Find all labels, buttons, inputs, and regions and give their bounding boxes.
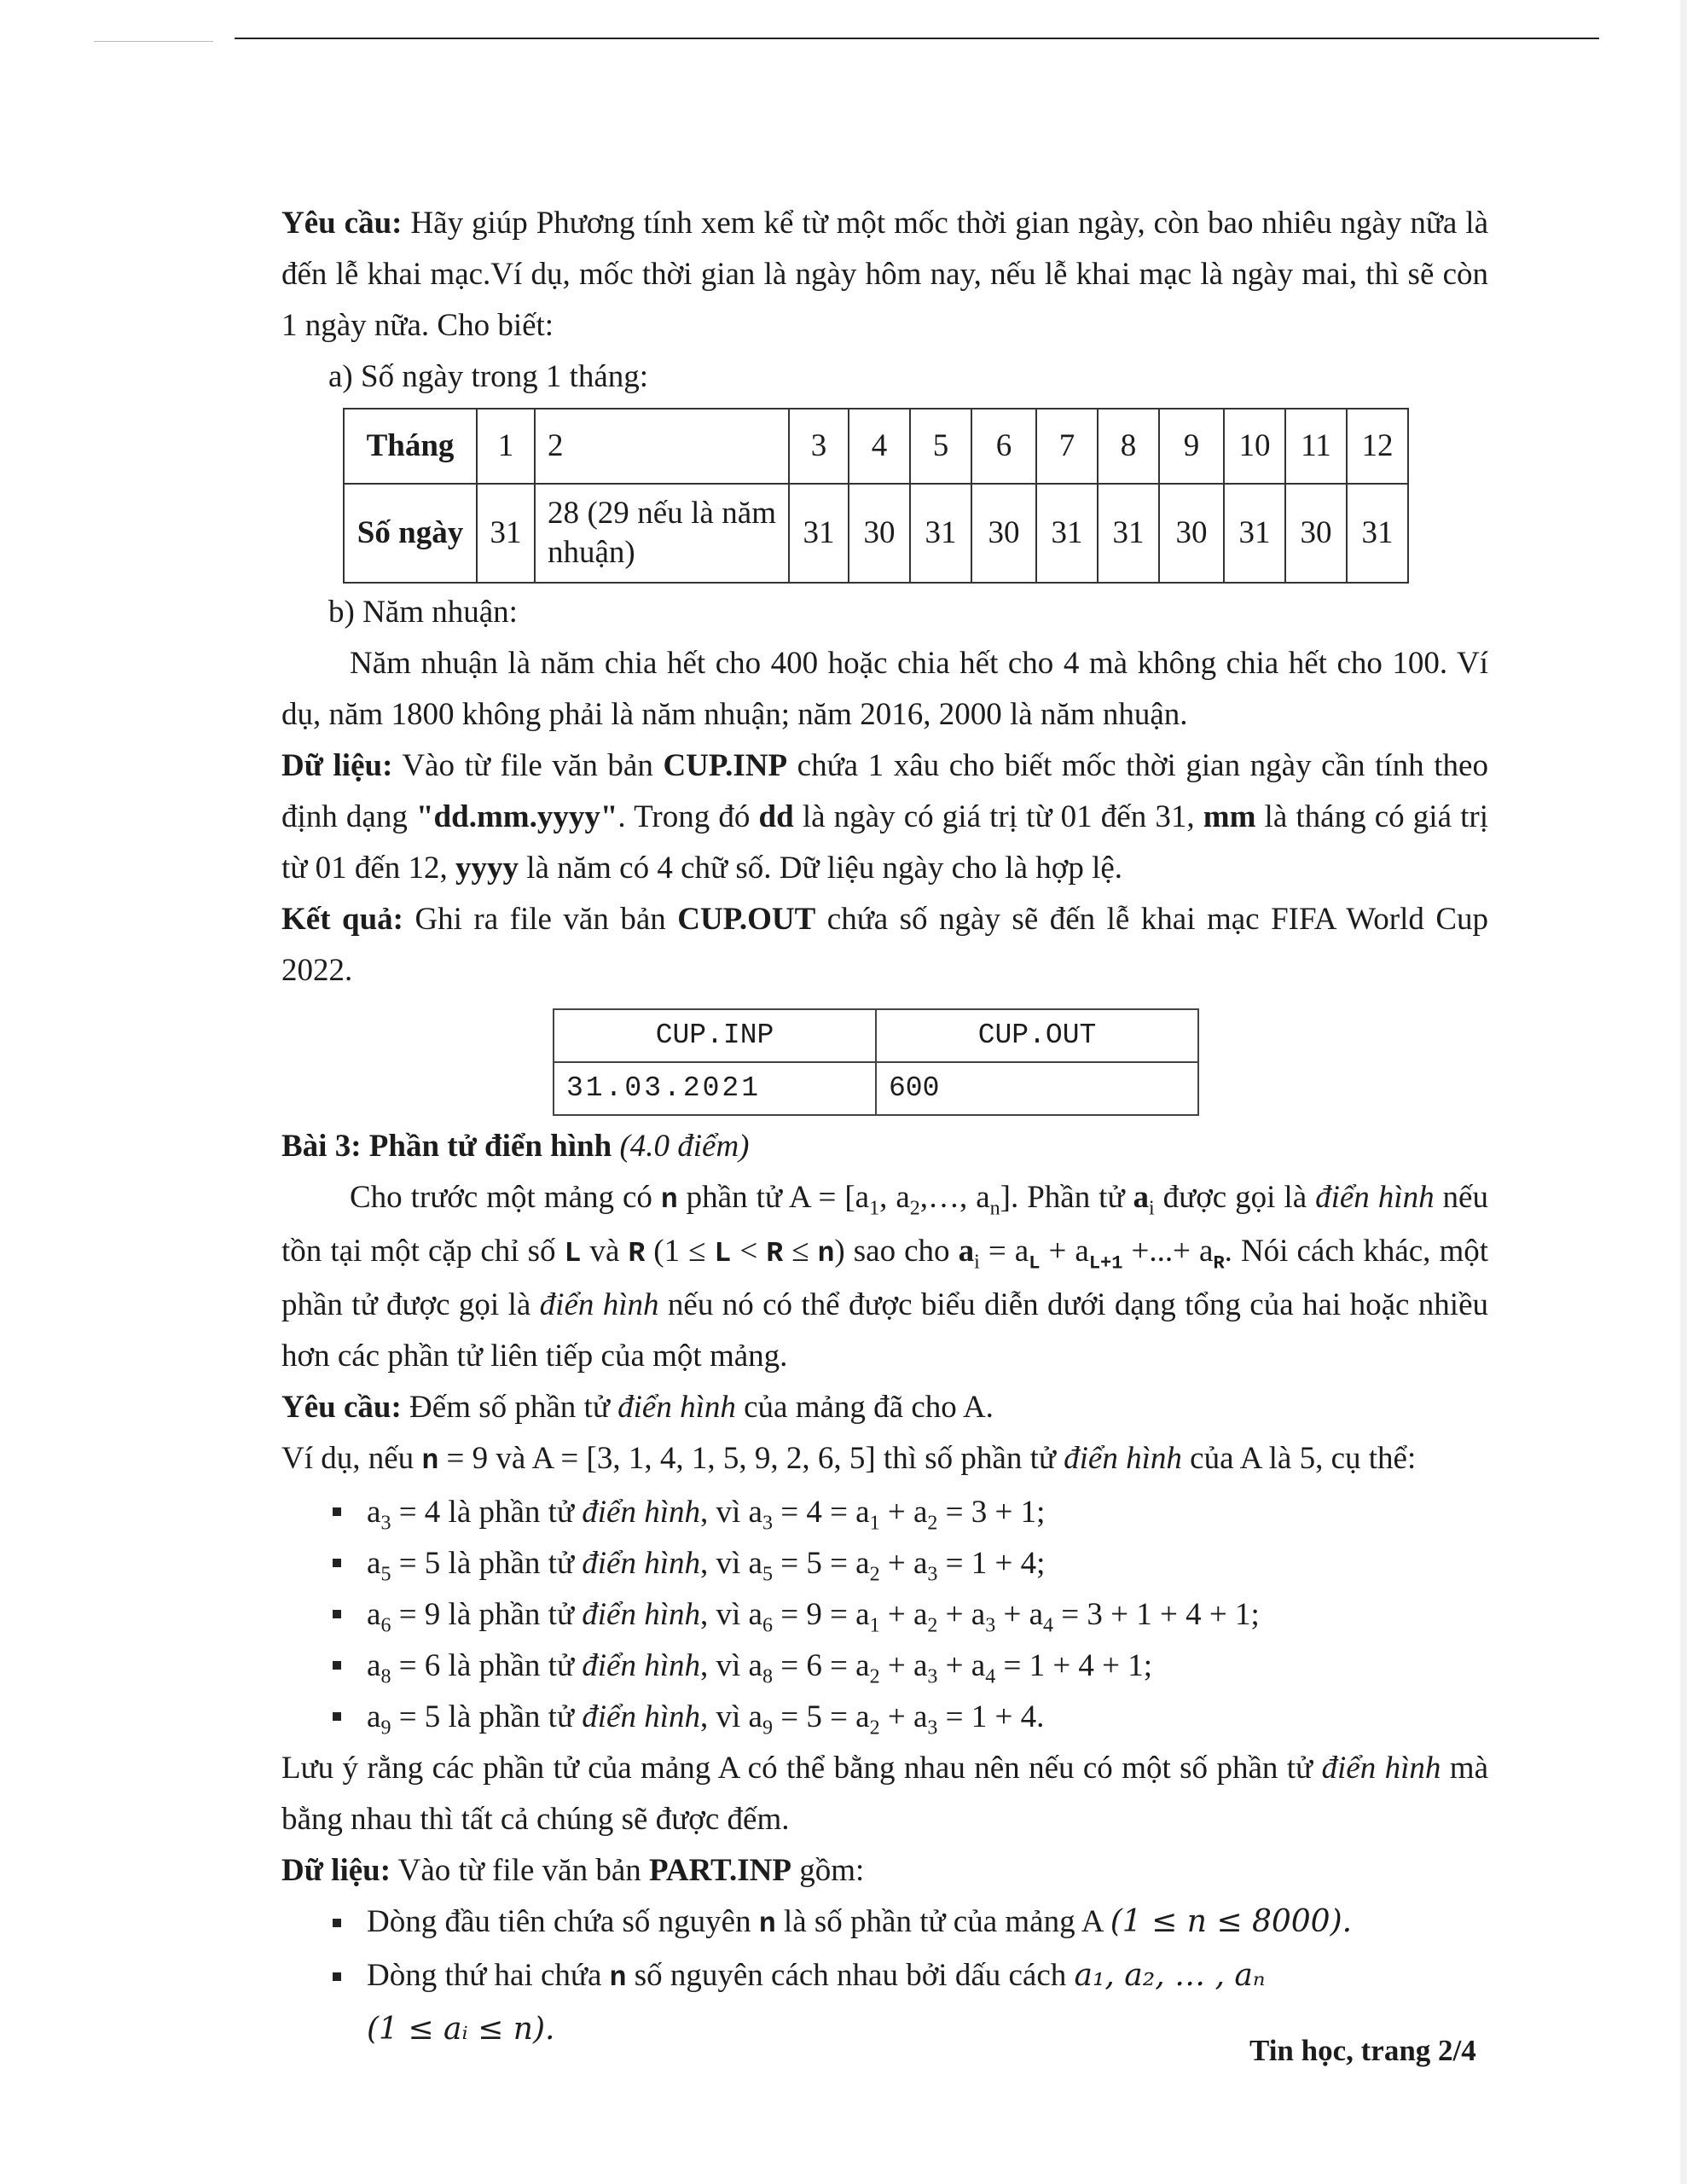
subscript: 4 <box>1043 1614 1053 1637</box>
text-run: là số phần tử của mảng A <box>775 1904 1110 1939</box>
text-run: = 3 + 1 + 4 + 1; <box>1053 1597 1260 1632</box>
var-n: n <box>817 1238 835 1269</box>
month-cell: 11 <box>1285 409 1347 484</box>
var-L: L <box>564 1238 582 1269</box>
term-dien-hinh: điển hình <box>539 1287 659 1322</box>
leap-year-paragraph: Năm nhuận là năm chia hết cho 400 hoặc chia hết cho 4 mà không chia hết cho 100. Ví dụ, năm 1800 không phải là năm nhuận; năm 2016, 2000 là năm nhuận. <box>281 646 1488 732</box>
text-run: và <box>581 1234 629 1269</box>
subscript: 2 <box>869 1563 880 1586</box>
term-dien-hinh: điển hình <box>582 1546 700 1581</box>
subscript: 4 <box>985 1665 996 1688</box>
mm-token: mm <box>1203 799 1256 834</box>
var-a: a <box>1133 1180 1149 1215</box>
days-cell: 30 <box>1159 484 1224 583</box>
io-output-value: 600 <box>876 1062 1198 1115</box>
text-run: gồm: <box>791 1853 865 1888</box>
list-item: $a_8 = 6$ là phần tử điển hình, vì $a_8 = 6 = a_2 + a_3 + a_4 = 1 + 4 + 1$; <box>333 1641 1488 1692</box>
var-n: n <box>660 1184 678 1216</box>
text-run: nếu nó có thể được biểu diễn dưới dạng tổng của hai hoặc nhiều hơn các phần tử liên tiếp của một mảng. <box>281 1287 1488 1374</box>
text-run: , vì a <box>700 1495 762 1530</box>
subscript: i <box>974 1251 980 1274</box>
dd-token: dd <box>758 799 794 834</box>
list-item: $a_9 = 5$ là phần tử điển hình, vì $a_9 = 5 = a_2 + a_3 = 1 + 4$. <box>333 1692 1488 1743</box>
month-cell: 1 <box>477 409 535 484</box>
scan-edge <box>1680 0 1687 2184</box>
header-rule <box>235 38 1599 39</box>
output-spec-paragraph <box>281 894 1488 996</box>
var-R: R <box>628 1238 646 1269</box>
var-n: n <box>609 1962 627 1994</box>
text-run: ≤ <box>783 1234 818 1269</box>
subscript: 6 <box>762 1614 773 1637</box>
days-cell: 30 <box>971 484 1036 583</box>
month-row <box>344 409 1408 484</box>
problem-3-title <box>281 1121 1488 1172</box>
text-run: Lưu ý rằng các phần tử của mảng A có thể bằng nhau nên nếu có một số phần tử <box>281 1751 1322 1786</box>
text-run: Ghi ra file văn bản <box>403 902 678 937</box>
input-spec-2-paragraph <box>281 1845 1488 1896</box>
month-cell: 5 <box>910 409 971 484</box>
subscript: 3 <box>927 1665 938 1688</box>
text-run: = 5 = a <box>772 1699 870 1734</box>
subscript: 3 <box>985 1614 996 1637</box>
text-run: Vào từ file văn bản <box>392 748 664 783</box>
io-example-table <box>553 1008 1199 1116</box>
text-run: , vì a <box>700 1546 762 1581</box>
io-input-value: 31.03.2021 <box>554 1062 876 1115</box>
problem-3-points: (4.0 điểm) <box>612 1129 750 1164</box>
io-header-output: CUP.OUT <box>876 1009 1198 1062</box>
part-a-heading: a) Số ngày trong 1 tháng: <box>328 359 649 394</box>
text-run: là năm có 4 chữ số. Dữ liệu ngày cho là hợp lệ. <box>519 851 1123 886</box>
text-run: , vì a <box>700 1597 762 1632</box>
text-run: = 4 là phần tử <box>391 1495 583 1530</box>
var-L: L <box>714 1238 732 1269</box>
list-item: $a_3 = 4$ là phần tử điển hình, vì $a_3 = 4 = a_1 + a_2 = 3 + 1$; <box>333 1487 1488 1538</box>
text-run: = 5 = a <box>772 1546 870 1581</box>
month-cell: 3 <box>789 409 849 484</box>
requirement-2-label: Yêu cầu: <box>281 1390 402 1425</box>
days-cell: 31 <box>910 484 971 583</box>
text-run: = 3 + 1; <box>937 1495 1046 1530</box>
text-run: = 6 = a <box>772 1648 870 1683</box>
subscript: 2 <box>927 1512 938 1535</box>
text-run: . Nói cách khác, một phần tử được gọi là <box>281 1234 1489 1322</box>
term-dien-hinh: điển hình <box>617 1390 736 1425</box>
text-run: được gọi là <box>1154 1180 1316 1215</box>
input-spec-label: Dữ liệu: <box>281 748 393 783</box>
month-cell: 10 <box>1224 409 1285 484</box>
subscript: 8 <box>380 1665 391 1688</box>
days-cell: 31 <box>1036 484 1098 583</box>
requirement-paragraph <box>281 198 1488 351</box>
subscript: i <box>1149 1197 1155 1220</box>
text-run: = 9 = a <box>772 1597 870 1632</box>
month-cell: 6 <box>971 409 1036 484</box>
text-run: + a <box>879 1699 928 1734</box>
text-run: của A là 5, cụ thể: <box>1181 1441 1417 1476</box>
page-footer: Tin học, trang 2/4 <box>1249 2034 1476 2067</box>
input-format-list <box>281 1896 1488 2055</box>
text-run: của mảng đã cho A. <box>735 1390 994 1425</box>
math-constraint: (1 ≤ 𝑎ᵢ ≤ 𝑛). <box>367 2012 555 2047</box>
subscript: 3 <box>380 1512 391 1535</box>
term-dien-hinh: điển hình <box>582 1648 700 1683</box>
list-item: $a_5 = 5$ là phần tử điển hình, vì $a_5 = 5 = a_2 + a_3 = 1 + 4$; <box>333 1538 1488 1589</box>
text-run: Cho trước một mảng có <box>350 1180 661 1215</box>
text-run: chứa số ngày sẽ đến lễ khai mạc FIFA World Cup 2022. <box>281 902 1488 988</box>
text-run: ) sao cho <box>834 1234 959 1269</box>
days-cell: 31 <box>1098 484 1159 583</box>
subscript: 2 <box>869 1716 880 1740</box>
text-run: phần tử A = [a <box>677 1180 870 1215</box>
subscript: n <box>989 1197 1000 1220</box>
list-item <box>333 1896 1488 1950</box>
var-R: R <box>766 1238 784 1269</box>
days-cell-february: 28 (29 nếu là năm nhuận) <box>535 484 789 583</box>
scan-rule-faint <box>94 41 213 42</box>
text-run: mà bằng nhau thì tất cả chúng sẽ được đếm. <box>281 1751 1489 1837</box>
var-a: a <box>958 1234 975 1269</box>
input-file-2-name: PART.INP <box>649 1853 791 1888</box>
subscript: 2 <box>909 1197 920 1220</box>
page-content <box>281 198 1488 2055</box>
subscript: 6 <box>380 1614 391 1637</box>
days-per-month-table <box>343 408 1409 584</box>
days-cell: 30 <box>1285 484 1347 583</box>
text-run: , vì a <box>700 1648 762 1683</box>
text-run: nếu tồn tại một cặp chỉ số <box>281 1180 1488 1269</box>
text-run: ,…, a <box>919 1180 990 1215</box>
io-value-row <box>554 1062 1198 1115</box>
text-run: + a <box>1040 1234 1089 1269</box>
example-list <box>281 1487 1488 1743</box>
input-spec-2-label: Dữ liệu: <box>281 1853 391 1888</box>
subscript: 3 <box>927 1716 938 1740</box>
text-run: , a <box>879 1180 910 1215</box>
subscript: 1 <box>869 1614 880 1637</box>
math-array: 𝑎₁, 𝑎₂, … , 𝑎ₙ <box>1074 1958 1266 1993</box>
date-format: "dd.mm.yyyy" <box>416 799 618 834</box>
subscript: 3 <box>927 1563 938 1586</box>
days-cell: 31 <box>789 484 849 583</box>
var-n: n <box>421 1445 439 1477</box>
text-run: + a <box>995 1597 1043 1632</box>
days-cell: 30 <box>849 484 910 583</box>
subscript: L+1 <box>1088 1252 1123 1275</box>
text-run: = 9 và A = [3, 1, 4, 1, 5, 9, 2, 6, 5] thì số phần tử <box>438 1441 1064 1476</box>
month-cell: 4 <box>849 409 910 484</box>
subscript: 2 <box>927 1614 938 1637</box>
text-run: + a <box>879 1495 928 1530</box>
text-run: = 5 là phần tử <box>391 1699 583 1734</box>
text-run: < <box>731 1234 767 1269</box>
list-item: $a_6 = 9$ là phần tử điển hình, vì $a_6 = 9 = a_1 + a_2 + a_3 + a_4 = 3 + 1 + 4 + 1$; <box>333 1589 1488 1641</box>
input-spec-paragraph <box>281 741 1488 894</box>
example-paragraph <box>281 1433 1488 1487</box>
month-cell: 12 <box>1347 409 1408 484</box>
text-run: + a <box>937 1597 986 1632</box>
definition-paragraph <box>281 1172 1488 1382</box>
subscript: R <box>1213 1252 1225 1275</box>
text-run: . Trong đó <box>617 799 759 834</box>
text-run: +...+ a <box>1122 1234 1214 1269</box>
input-file-name: CUP.INP <box>663 748 788 783</box>
text-run: = 4 = a <box>772 1495 870 1530</box>
text-run: Ví dụ, nếu <box>281 1441 422 1476</box>
text-run: (1 ≤ <box>645 1234 715 1269</box>
requirement-2-paragraph <box>281 1382 1488 1433</box>
text-run: = 1 + 4; <box>937 1546 1046 1581</box>
text-run: Dòng đầu tiên chứa số nguyên <box>367 1904 759 1939</box>
days-row-label: Số ngày <box>344 484 477 583</box>
requirement-text: Hãy giúp Phương tính xem kể từ một mốc thời gian ngày, còn bao nhiêu ngày nữa là đến lễ khai mạc.Ví dụ, mốc thời gian là ngày hôm nay, nếu lễ khai mạc là ngày mai, thì sẽ còn 1 ngày nữa. Cho biết: <box>281 206 1488 343</box>
var-n: n <box>758 1908 776 1940</box>
problem-3-heading: Bài 3: Phần tử điển hình <box>281 1129 612 1164</box>
text-run: = 5 là phần tử <box>391 1546 583 1581</box>
text-run: Đếm số phần tử <box>401 1390 618 1425</box>
days-cell: 31 <box>1347 484 1408 583</box>
subscript: L <box>1029 1252 1041 1275</box>
month-cell: 9 <box>1159 409 1224 484</box>
subscript: 8 <box>762 1665 773 1688</box>
subscript: 3 <box>762 1512 773 1535</box>
text-run: là tháng có giá trị từ 01 đến 12, <box>281 799 1489 886</box>
text-run: , vì a <box>700 1699 762 1734</box>
term-dien-hinh: điển hình <box>582 1699 700 1734</box>
requirement-label: Yêu cầu: <box>281 206 403 241</box>
text-run: = 1 + 4. <box>937 1699 1045 1734</box>
term-dien-hinh: điển hình <box>1064 1441 1182 1476</box>
term-dien-hinh: điển hình <box>1315 1180 1435 1215</box>
subscript: 9 <box>762 1716 773 1740</box>
days-cell: 31 <box>1224 484 1285 583</box>
math-constraint: (1 ≤ 𝑛 ≤ 8000). <box>1110 1904 1353 1939</box>
yyyy-token: yyyy <box>455 851 519 886</box>
text-run: số nguyên cách nhau bởi dấu cách <box>626 1958 1075 1993</box>
text-run: là ngày có giá trị từ 01 đến 31, <box>793 799 1203 834</box>
subscript: 9 <box>380 1716 391 1740</box>
io-header-input: CUP.INP <box>554 1009 876 1062</box>
month-cell: 2 <box>535 409 789 484</box>
text-run: = 1 + 4 + 1; <box>995 1648 1153 1683</box>
subscript: 2 <box>869 1665 880 1688</box>
text-run: + a <box>879 1648 928 1683</box>
text-run: + a <box>879 1546 928 1581</box>
subscript: 1 <box>869 1197 880 1220</box>
text-run: Dòng thứ hai chứa <box>367 1958 610 1993</box>
note-paragraph <box>281 1743 1488 1845</box>
term-dien-hinh: điển hình <box>582 1597 700 1632</box>
subscript: 5 <box>762 1563 773 1586</box>
output-file-name: CUP.OUT <box>677 902 816 937</box>
io-header-row <box>554 1009 1198 1062</box>
output-spec-label: Kết quả: <box>281 902 403 937</box>
text-run: = 9 là phần tử <box>391 1597 583 1632</box>
days-row <box>344 484 1408 583</box>
term-dien-hinh: điển hình <box>582 1495 700 1530</box>
text-run: ]. Phần tử <box>1000 1180 1133 1215</box>
days-cell: 31 <box>477 484 535 583</box>
month-cell: 8 <box>1098 409 1159 484</box>
subscript: 1 <box>869 1512 880 1535</box>
subscript: 5 <box>380 1563 391 1586</box>
month-row-label: Tháng <box>344 409 477 484</box>
text-run: + a <box>879 1597 928 1632</box>
term-dien-hinh: điển hình <box>1321 1751 1441 1786</box>
text-run: Vào từ file văn bản <box>391 1853 650 1888</box>
text-run: = 6 là phần tử <box>391 1648 583 1683</box>
text-run: + a <box>937 1648 986 1683</box>
text-run: chứa 1 xâu cho biết mốc thời gian ngày cần tính theo định dạng <box>281 748 1488 834</box>
month-cell: 7 <box>1036 409 1098 484</box>
part-b-heading: b) Năm nhuận: <box>328 595 518 630</box>
text-run: = a <box>979 1234 1029 1269</box>
